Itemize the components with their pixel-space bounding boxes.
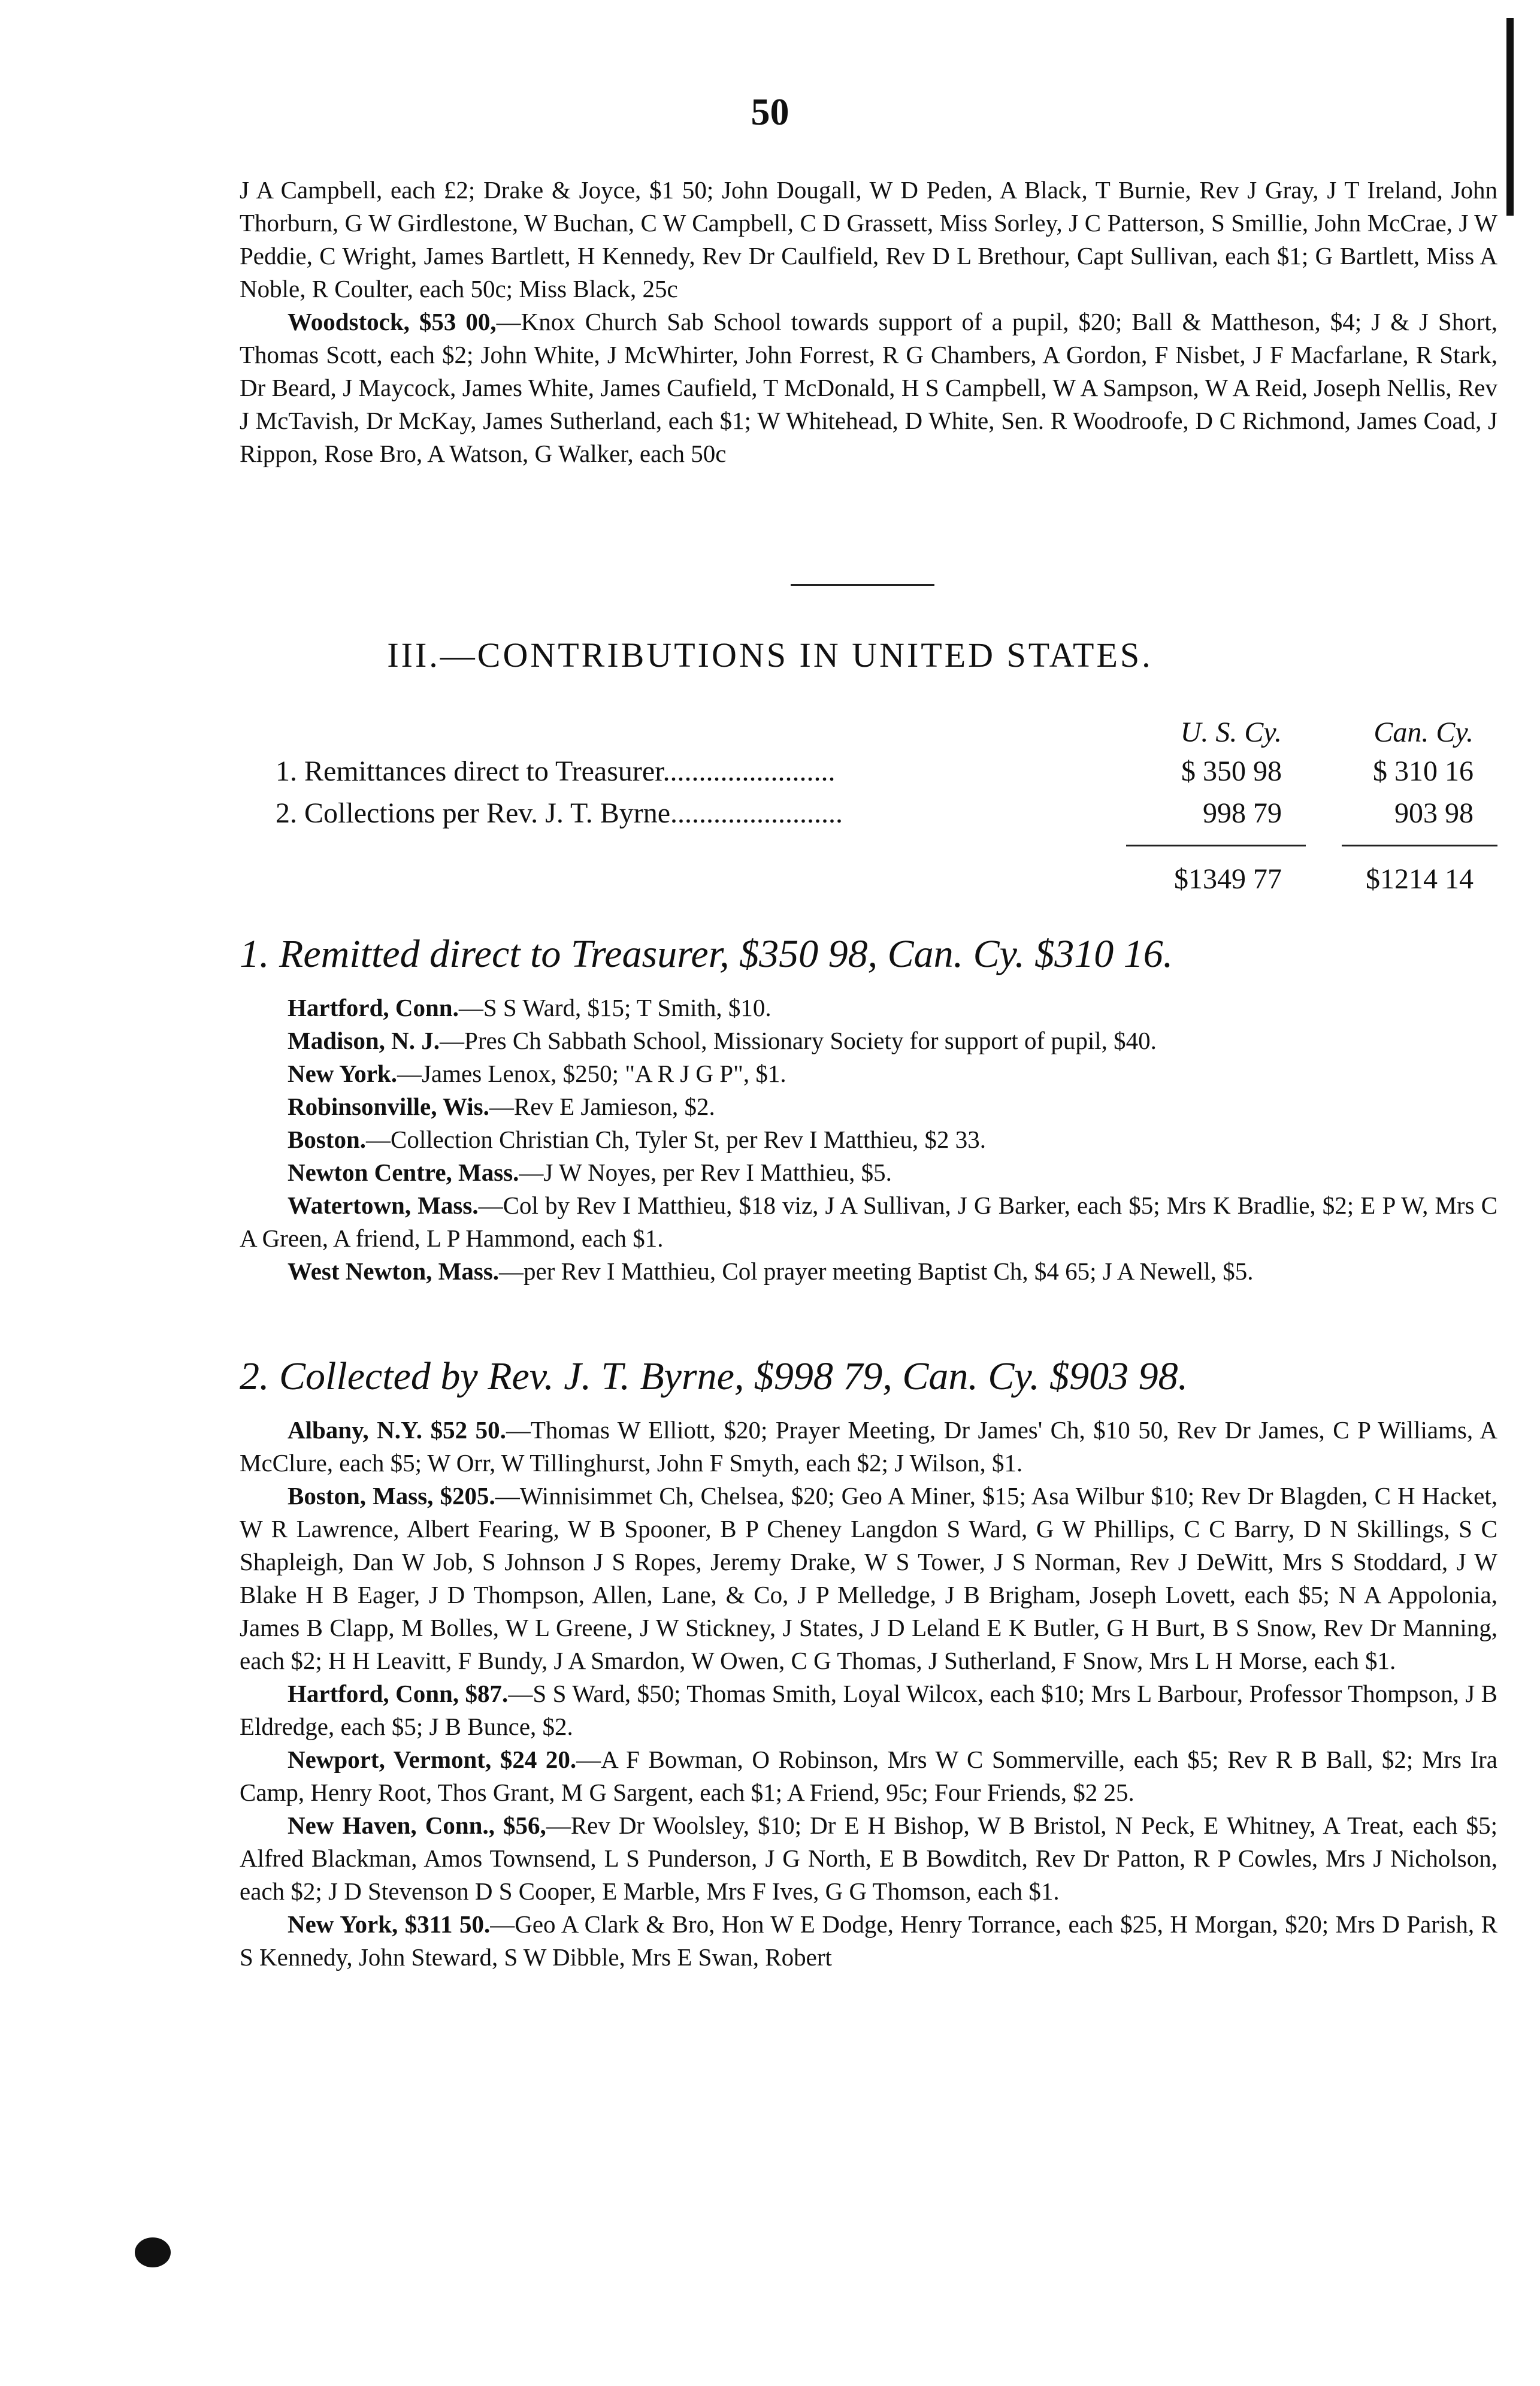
total-rule-us bbox=[1126, 845, 1306, 846]
list-item bbox=[240, 1480, 1497, 1677]
ontario-contributions bbox=[240, 174, 1497, 470]
place-name: New Haven, Conn., $56, bbox=[288, 1812, 546, 1839]
entry-text: —James Lenox, $250; "A R J G P", $1. bbox=[397, 1060, 786, 1087]
row-label: 2. Collections per Rev. J. T. Byrne........................ bbox=[276, 797, 843, 829]
can-amount: 903 98 bbox=[1394, 797, 1474, 829]
us-currency-header: U. S. Cy. bbox=[1180, 716, 1282, 748]
place-name: New York. bbox=[288, 1060, 397, 1087]
us-amount: $ 350 98 bbox=[1181, 755, 1282, 787]
place-name: Boston, Mass, $205. bbox=[288, 1482, 495, 1510]
paragraph-continued bbox=[240, 174, 1497, 306]
list-item bbox=[240, 1057, 1497, 1090]
place-name: Madison, N. J. bbox=[288, 1027, 440, 1054]
table-total-row bbox=[276, 863, 1497, 899]
us-total: $1349 77 bbox=[1174, 863, 1282, 895]
place-name: Newport, Vermont, $24 20. bbox=[288, 1746, 577, 1773]
total-rule-can bbox=[1342, 845, 1497, 846]
list-item bbox=[240, 1090, 1497, 1123]
list-item bbox=[240, 1255, 1497, 1288]
entry-text: —Winnisimmet Ch, Chelsea, $20; Geo A Miner, $15; Asa Wilbur $10; Rev Dr Blagden, C H Hacket, W R Lawrence, Albert Fearing, W B Spooner, B P Cheney Langdon S Ward, G W Phillips, C C Barry, D N Skillings, S C Shapleigh, Dan W Job, S Johnson J S Ropes, Jeremy Drake, W S Tower, J S Norman, Rev J DeWitt, Mrs S Stoddard, J W Blake H B Eager, J D Thompson, Allen, Lane, & Co, J P Melledge, J B Brigham, Joseph Lovett, each $5; N A Appolonia, James B Clapp, M Bolles, W L Greene, J W Stickney, J States, J D Leland E K Butler, G H Burt, B S Snow, Rev Dr Manning, each $2; H H Leavitt, F Bundy, J A Smardon, W Owen, C G Thomas, J Sutherland, F Snow, Mrs L H Morse, each $1. bbox=[240, 1482, 1497, 1674]
entry-text: —J W Noyes, per Rev I Matthieu, $5. bbox=[519, 1159, 892, 1186]
entry-text: —Geo A Clark & Bro, Hon W E Dodge, Henry Torrance, each $25, H Morgan, $20; Mrs D Parish, R S Kennedy, John Steward, S W Dibble, Mrs E Swan, Robert bbox=[240, 1910, 1497, 1971]
place-name: Robinsonville, Wis. bbox=[288, 1093, 489, 1120]
paragraph-text: J A Campbell, each £2; Drake & Joyce, $1 50; John Dougall, W D Peden, A Black, T Burnie, Rev J Gray, J T Ireland, John Thorburn, G W Girdlestone, W Buchan, C W Campbell, C D Grassett, Miss Sorley, J C Patterson, S Smillie, John McCrae, J W Peddie, C Wright, James Bartlett, H Kennedy, Rev Dr Caulfield, Rev D L Brethour, Capt Sullivan, each $1; G Bartlett, Miss A Noble, R Coulter, each 50c; Miss Black, 25c bbox=[240, 176, 1497, 303]
section-divider bbox=[791, 584, 934, 586]
list-item bbox=[240, 1123, 1497, 1156]
place-name: Hartford, Conn, $87. bbox=[288, 1680, 509, 1707]
subsection-1-entries bbox=[240, 991, 1497, 1288]
place-name: Newton Centre, Mass. bbox=[288, 1159, 519, 1186]
entry-text: —S S Ward, $15; T Smith, $10. bbox=[458, 994, 771, 1021]
can-amount: $ 310 16 bbox=[1373, 755, 1474, 787]
list-item bbox=[240, 1809, 1497, 1908]
subsection-2-heading: 2. Collected by Rev. J. T. Byrne, $998 79, Can. Cy. $903 98. bbox=[240, 1354, 1188, 1398]
list-item bbox=[240, 1908, 1497, 1974]
subsection-1-heading: 1. Remitted direct to Treasurer, $350 98, Can. Cy. $310 16. bbox=[240, 932, 1173, 976]
place-name: Hartford, Conn. bbox=[288, 994, 459, 1021]
entry-text: —Rev Dr Woolsley, $10; Dr E H Bishop, W B Bristol, N Peck, E Whitney, A Treat, each $5; Alfred Blackman, Amos Townsend, L S Punderson, J G North, E B Bowditch, Rev Dr Patton, R P Cowles, Mrs J Nicholson, each $2; J D Stevenson D S Cooper, E Marble, Mrs F Ives, G G Thomson, each $1. bbox=[240, 1812, 1497, 1905]
page-number: 50 bbox=[751, 90, 789, 133]
table-header-row bbox=[276, 716, 1497, 752]
place-name: Watertown, Mass. bbox=[288, 1192, 479, 1219]
ink-blot bbox=[135, 2237, 171, 2267]
paragraph-woodstock bbox=[240, 306, 1497, 470]
list-item bbox=[240, 1024, 1497, 1057]
list-item bbox=[240, 1189, 1497, 1255]
entry-text: —Col by Rev I Matthieu, $18 viz, J A Sullivan, J G Barker, each $5; Mrs K Bradlie, $2; E P W, Mrs C A Green, A friend, L P Hammond, each $1. bbox=[240, 1192, 1497, 1252]
section-title: III.—CONTRIBUTIONS IN UNITED STATES. bbox=[387, 636, 1153, 675]
entry-text: —A F Bowman, O Robinson, Mrs W C Sommerville, each $5; Rev R B Ball, $2; Mrs Ira Camp, Henry Root, Thos Grant, M G Sargent, each $1; A Friend, 95c; Four Friends, $2 25. bbox=[240, 1746, 1497, 1806]
table-row bbox=[276, 797, 1497, 833]
entry-text: —Collection Christian Ch, Tyler St, per Rev I Matthieu, $2 33. bbox=[366, 1126, 986, 1153]
can-total: $1214 14 bbox=[1366, 863, 1474, 895]
place-name: Boston. bbox=[288, 1126, 367, 1153]
us-amount: 998 79 bbox=[1203, 797, 1282, 829]
row-label: 1. Remittances direct to Treasurer........................ bbox=[276, 755, 836, 787]
entry-text: —Pres Ch Sabbath School, Missionary Society for support of pupil, $40. bbox=[440, 1027, 1157, 1054]
list-item bbox=[240, 1156, 1497, 1189]
list-item bbox=[240, 1414, 1497, 1480]
place-name: Albany, N.Y. $52 50. bbox=[288, 1416, 506, 1444]
list-item bbox=[240, 1677, 1497, 1743]
list-item bbox=[240, 991, 1497, 1024]
place-name: Woodstock, $53 00, bbox=[288, 308, 497, 335]
entry-text: —Rev E Jamieson, $2. bbox=[489, 1093, 715, 1120]
place-name: West Newton, Mass. bbox=[288, 1257, 500, 1285]
table-row bbox=[276, 755, 1497, 791]
entry-text: —Thomas W Elliott, $20; Prayer Meeting, Dr James' Ch, $10 50, Rev Dr James, C P Williams, A McClure, each $5; W Orr, W Tillinghurst, John F Smyth, each $2; J Wilson, $1. bbox=[240, 1416, 1498, 1477]
list-item bbox=[240, 1743, 1497, 1809]
entry-text: —per Rev I Matthieu, Col prayer meeting Baptist Ch, $4 65; J A Newell, $5. bbox=[499, 1257, 1254, 1285]
place-name: New York, $311 50. bbox=[288, 1910, 491, 1938]
subsection-2-entries bbox=[240, 1414, 1497, 1974]
entry-text: —S S Ward, $50; Thomas Smith, Loyal Wilcox, each $10; Mrs L Barbour, Professor Thompson, J B Eldredge, each $5; J B Bunce, $2. bbox=[240, 1680, 1497, 1740]
paragraph-text: —Knox Church Sab School towards support of a pupil, $20; Ball & Mattheson, $4; J & J Short, Thomas Scott, each $2; John White, J McWhirter, John Forrest, R G Chambers, A Gordon, F Nisbet, J F Macfarlane, R Stark, Dr Beard, J Maycock, James White, James Caufield, T McDonald, H S Campbell, W A Sampson, W A Reid, Joseph Nellis, Rev J McTavish, Dr McKay, James Sutherland, each $1; W Whitehead, D White, Sen. R Woodroofe, D C Richmond, James Coad, J Rippon, Rose Bro, A Watson, G Walker, each 50c bbox=[240, 308, 1497, 467]
can-currency-header: Can. Cy. bbox=[1373, 716, 1474, 748]
